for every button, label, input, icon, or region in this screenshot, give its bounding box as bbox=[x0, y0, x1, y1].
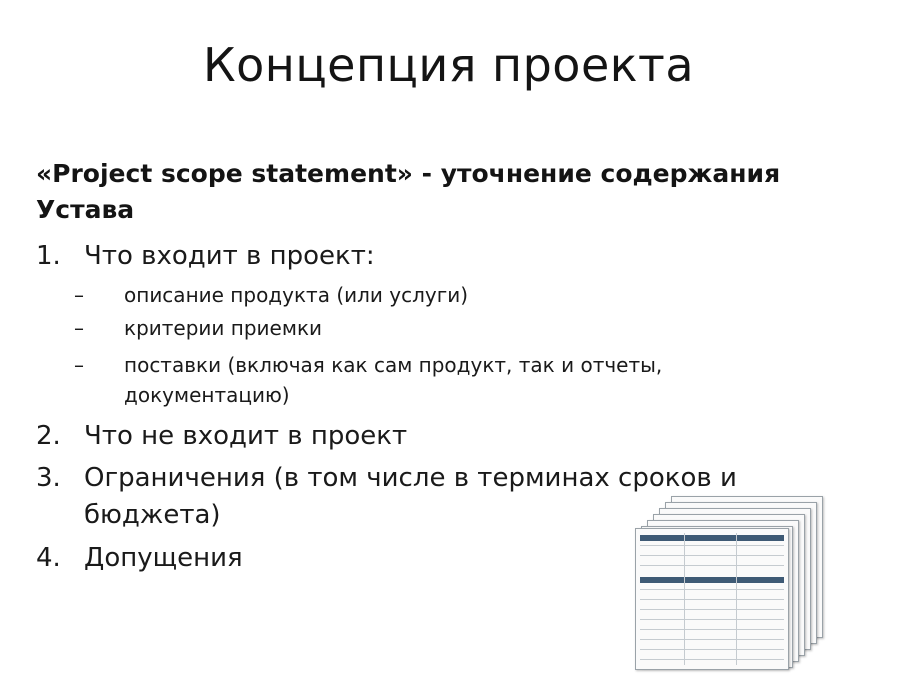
sub-item-text: поставки (включая как сам продукт, так и отчеты, документацию) bbox=[124, 353, 663, 407]
item-number: 2. bbox=[36, 421, 61, 451]
item-text: Что не входит в проект bbox=[84, 421, 408, 451]
item-text: Что входит в проект: bbox=[84, 241, 375, 271]
list-item bbox=[36, 238, 375, 275]
list-item bbox=[36, 540, 243, 577]
dash-bullet: – bbox=[74, 283, 84, 307]
item-number: 1. bbox=[36, 241, 61, 271]
dash-bullet: – bbox=[74, 316, 84, 340]
sub-item-text: критерии приемки bbox=[124, 316, 323, 340]
item-text: Допущения bbox=[84, 543, 243, 573]
dash-bullet: – bbox=[74, 353, 84, 377]
sub-item-text: описание продукта (или услуги) bbox=[124, 283, 469, 307]
slide-title: Концепция проекта bbox=[202, 38, 695, 92]
list-item bbox=[36, 418, 407, 455]
item-text: Ограничения (в том числе в терминах сроков и бюджета) bbox=[84, 463, 737, 530]
item-number: 4. bbox=[36, 543, 61, 573]
stacked-documents-icon bbox=[635, 496, 825, 668]
lead-statement: «Project scope statement» - уточнение содержания Устава bbox=[36, 159, 781, 224]
item-number: 3. bbox=[36, 463, 61, 493]
sub-list-item bbox=[74, 350, 784, 410]
sub-list-item bbox=[74, 313, 784, 343]
sub-list-item bbox=[74, 280, 784, 310]
